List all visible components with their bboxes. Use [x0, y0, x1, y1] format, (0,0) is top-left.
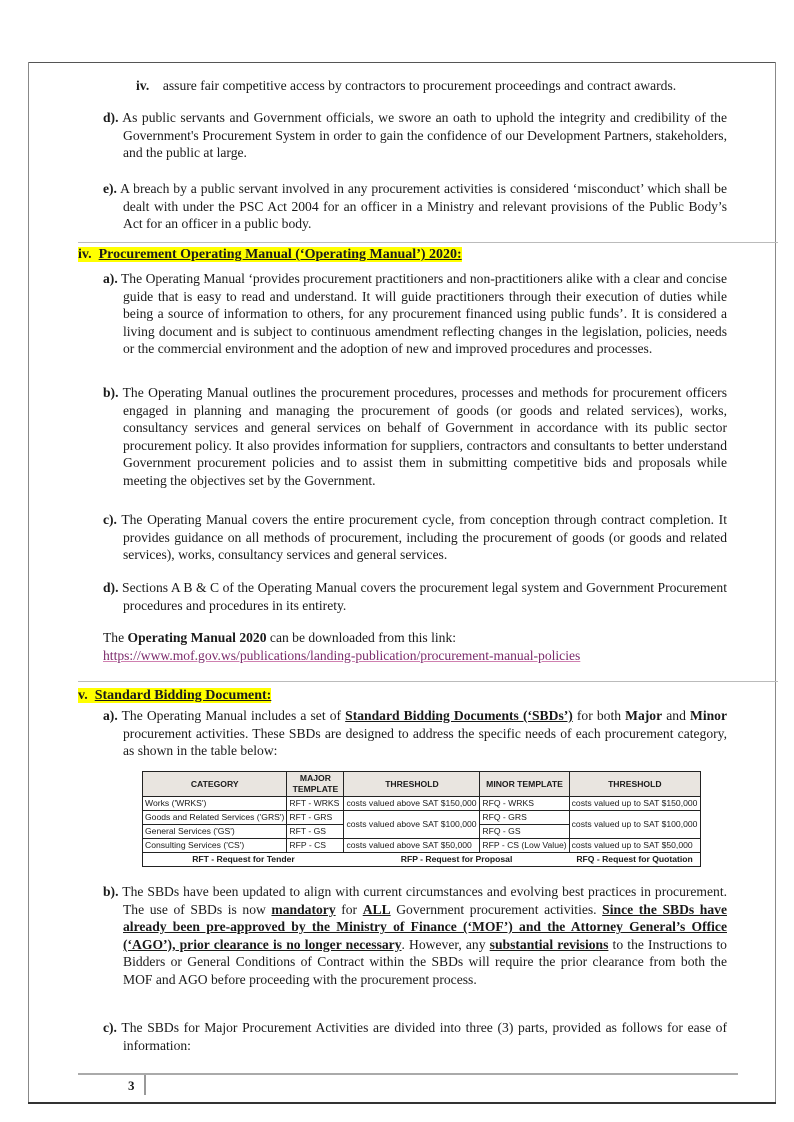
cell: RFT - GS	[287, 825, 344, 839]
sbd-term: Standard Bidding Documents (‘SBDs’)	[345, 708, 573, 723]
cell: General Services ('GS')	[143, 825, 287, 839]
paragraph-text: Sections A B & C of the Operating Manual covers the procurement legal system and Government Procurement procedures and procedures in its entirety.	[122, 580, 727, 613]
header-threshold: THRESHOLD	[344, 772, 480, 797]
cell: RFP - CS	[287, 839, 344, 853]
paragraph-label: e).	[103, 181, 117, 196]
text: for	[335, 901, 363, 917]
paragraph-label: b).	[103, 385, 119, 400]
paragraph-label: b).	[103, 884, 119, 899]
item-label: iv.	[136, 78, 150, 93]
section-number: iv.	[78, 247, 92, 262]
legend-rfq: RFQ - Request for Quotation	[569, 853, 700, 867]
cell: Consulting Services ('CS')	[143, 839, 287, 853]
emphasis: substantial revisions	[489, 936, 609, 952]
cell: costs valued up to SAT $100,000	[569, 811, 700, 839]
download-bold: Operating Manual 2020	[127, 630, 267, 645]
text: The SBDs have been updated to align with current circumstances and evolving best practices in procurement. The use of SBDs is now	[122, 884, 728, 917]
paragraph-iv-d	[103, 579, 727, 614]
minor-term: Minor	[690, 708, 728, 723]
paragraph-d	[103, 109, 727, 162]
paragraph-iv-a	[103, 270, 727, 358]
legend-rfp: RFP - Request for Proposal	[344, 853, 569, 867]
cell: costs valued up to SAT $150,000	[569, 797, 700, 811]
cell: RFQ - WRKS	[480, 797, 569, 811]
sbd-table	[142, 771, 701, 867]
text: . However, any	[401, 936, 490, 952]
cell: RFT - GRS	[287, 811, 344, 825]
cell: Works ('WRKS')	[143, 797, 287, 811]
section-title: Standard Bidding Document:	[94, 688, 272, 703]
footer-bar	[144, 1075, 146, 1095]
cell: costs valued above SAT $50,000	[344, 839, 480, 853]
page-border-right	[775, 62, 776, 1102]
page-border-bottom	[28, 1102, 776, 1104]
paragraph-label: c).	[103, 512, 117, 527]
header-category: CATEGORY	[143, 772, 287, 797]
list-item-iv	[136, 77, 736, 95]
download-text: The	[103, 630, 128, 645]
operating-manual-link[interactable]: https://www.mof.gov.ws/publications/landing-publication/procurement-manual-policies	[103, 647, 581, 663]
paragraph-text: The SBDs for Major Procurement Activities are divided into three (3) parts, provided as follows for ease of information:	[121, 1020, 728, 1053]
cell: RFQ - GS	[480, 825, 569, 839]
table-row	[143, 811, 701, 825]
paragraph-text: A breach by a public servant involved in any procurement activities is considered ‘misconduct’ which shall be dealt with under the PSC Act 2004 for an officer in a Ministry and relevant provisions of the Public Body’s Act for an officer in a public body.	[120, 181, 728, 232]
table-row	[143, 797, 701, 811]
cell: RFT - WRKS	[287, 797, 344, 811]
footer-divider	[78, 1073, 738, 1075]
page-border-left	[28, 62, 29, 1102]
text: and	[662, 708, 691, 723]
paragraph-v-a	[103, 707, 727, 760]
legend-rft: RFT - Request for Tender	[143, 853, 344, 867]
paragraph-v-b	[103, 883, 727, 989]
text: Government procurement activities.	[390, 901, 603, 917]
emphasis: Since the SBDs have already been pre-approved by the Ministry of Finance (‘MOF’) and the Attorney General’s Office (‘AGO’), prior clearance is no longer necessary	[123, 901, 727, 952]
page-border-top	[28, 62, 776, 63]
section-title: Procurement Operating Manual (‘Operating Manual’) 2020:	[98, 247, 462, 262]
download-text: can be downloaded from this link:	[266, 630, 457, 645]
text: for both	[572, 708, 626, 723]
header-minor-template: MINOR TEMPLATE	[480, 772, 569, 797]
text: procurement activities. These SBDs are designed to address the specific needs of each procurement category, as shown in the table below:	[123, 725, 727, 759]
emphasis: ALL	[362, 901, 391, 917]
section-divider	[78, 681, 778, 682]
paragraph-text: The Operating Manual covers the entire procurement cycle, from conception through contract completion. It provides guidance on all methods of procurement, including the procurement of goods (or goods and related services), works, consultancy services and general services.	[121, 512, 727, 563]
paragraph-label: a).	[103, 708, 118, 723]
paragraph-text: As public servants and Government officials, we swore an oath to uphold the integrity and credibility of the Government's Procurement System in order to gain the confidence of our Development Partners, stakeholders, and the public at large.	[122, 110, 727, 161]
paragraph-label: d).	[103, 110, 119, 125]
cell: costs valued above SAT $150,000	[344, 797, 480, 811]
paragraph-e	[103, 180, 727, 233]
paragraph-label: c).	[103, 1020, 117, 1035]
text: The Operating Manual includes a set of	[121, 708, 346, 723]
table-header-row	[143, 772, 701, 797]
download-note	[103, 629, 743, 664]
section-heading-iv	[78, 246, 462, 264]
cell: RFP - CS (Low Value)	[480, 839, 569, 853]
major-term: Major	[625, 708, 663, 723]
paragraph-text: The Operating Manual ‘provides procurement practitioners and non-practitioners alike with a clear and concise guide that is easy to read and understand. It will guide practitioners through their execution of duties while being a source of information to others, for any procurement financed using public funds’. It is considered a living document and is subject to continuous amendment reflecting changes in the legislation, policies, needs or the commercial environment and the adoption of new and improved procedures and processes.	[120, 271, 727, 357]
emphasis: mandatory	[271, 901, 336, 917]
page-number: 3	[128, 1078, 135, 1093]
paragraph-label: d).	[103, 580, 119, 595]
table-row	[143, 839, 701, 853]
cell: Goods and Related Services ('GRS')	[143, 811, 287, 825]
paragraph-label: a).	[103, 271, 118, 286]
paragraph-v-c	[103, 1019, 727, 1054]
header-threshold: THRESHOLD	[569, 772, 700, 797]
cell: costs valued up to SAT $50,000	[569, 839, 700, 853]
paragraph-text: The Operating Manual outlines the procurement procedures, processes and methods for procurement officers engaged in planning and managing the procurement of goods (or goods and related services), works, consultancy services and general services on behalf of Government in accordance with its public sector procurement policy. It also provides information for suppliers, contractors and consultants to better understand Government procurement policies and to assist them in submitting competitive bids and proposals while meeting the objectives set by the Government.	[122, 385, 727, 488]
text: to the Instructions to Bidders or General Conditions of Contract within the SBDs will require the prior clearance from both the MOF and AGO before proceeding with the procurement process.	[123, 936, 727, 987]
section-divider	[78, 242, 778, 243]
item-text: assure fair competitive access by contractors to procurement proceedings and contract awards.	[162, 78, 677, 93]
section-heading-v	[78, 687, 271, 705]
cell: costs valued above SAT $100,000	[344, 811, 480, 839]
cell: RFQ - GRS	[480, 811, 569, 825]
section-number: v.	[78, 688, 88, 703]
header-major-template: MAJOR TEMPLATE	[287, 772, 344, 797]
table-legend-row	[143, 853, 701, 867]
paragraph-iv-c	[103, 511, 727, 564]
paragraph-iv-b	[103, 384, 727, 490]
